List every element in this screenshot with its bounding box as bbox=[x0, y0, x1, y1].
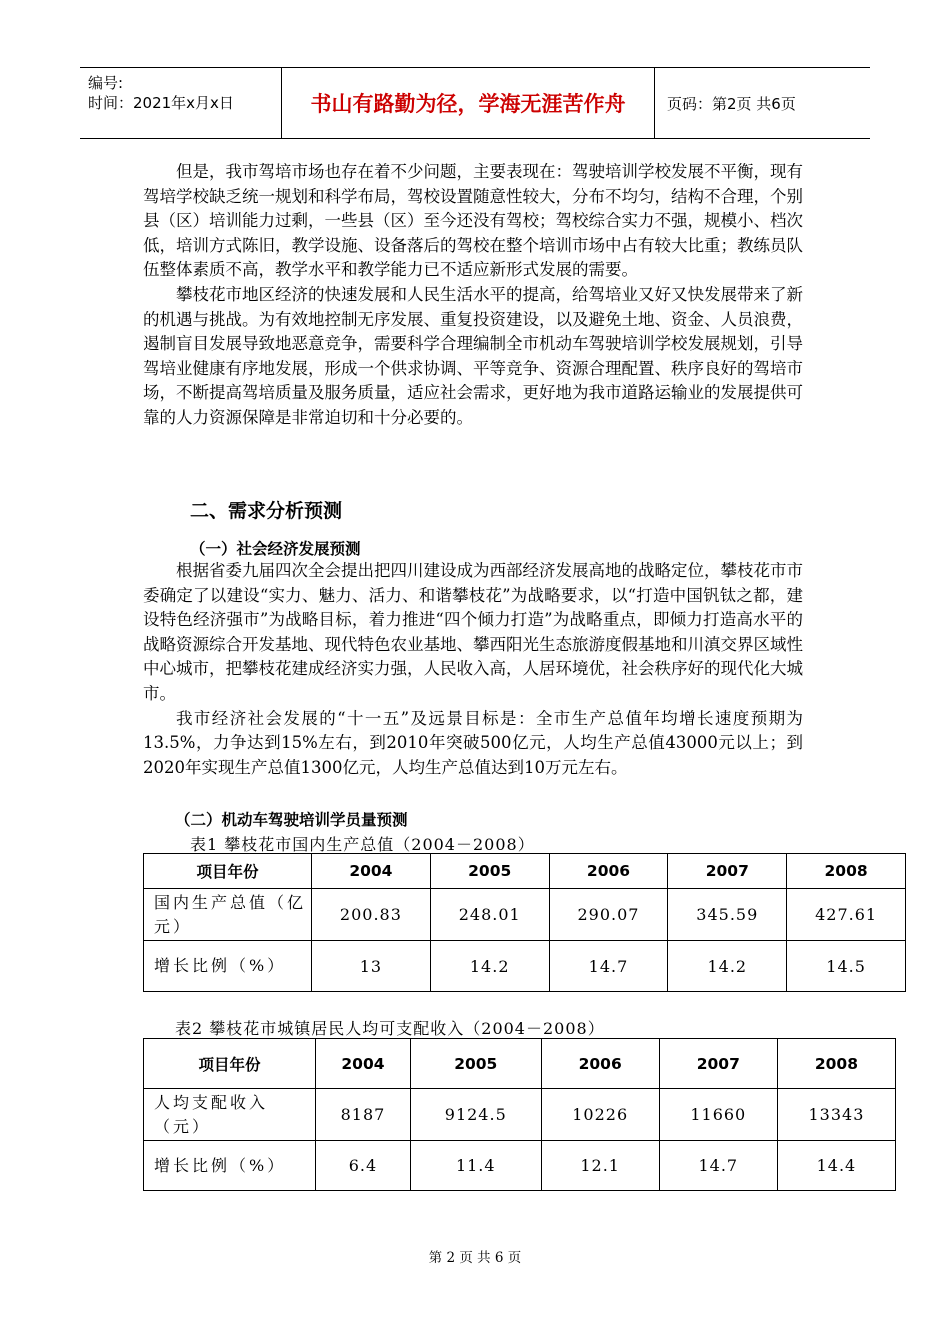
table-header-cell: 2005 bbox=[410, 1039, 541, 1089]
table-cell: 14.7 bbox=[549, 941, 668, 992]
table-cell: 290.07 bbox=[549, 889, 668, 941]
table-header-cell: 2007 bbox=[668, 854, 787, 889]
page-header bbox=[80, 67, 870, 139]
table-header-cell: 项目年份 bbox=[144, 1039, 316, 1089]
table-row bbox=[144, 889, 906, 941]
paragraph: 攀枝花市地区经济的快速发展和人民生活水平的提高，给驾培业又好又快发展带来了新的机遇与挑战。为有效地控制无序发展、重复投资建设，以及避免土地、资金、人员浪费，遏制盲目发展导致地恶意竞争，需要科学合理编制全市机动车驾驶培训学校发展规划，引导驾培业健康有序地发展，形成一个供求协调、平等竞争、资源合理配置、秩序良好的驾培市场，不断提高驾培质量及服务质量，适应社会需求，更好地为我市道路运输业的发展提供可靠的人力资源保障是非常迫切和十分必要的。 bbox=[143, 284, 803, 427]
table-header-cell: 2008 bbox=[787, 854, 906, 889]
paragraph: 根据省委九届四次全会提出把四川建设成为西部经济发展高地的战略定位，攀枝花市市委确定了以建设“实力、魅力、活力、和谐攀枝花”为战略要求，以“打造中国钒钛之都，建设特色经济强市”为战略目标，着力推进“四个倾力打造”为战略重点，即倾力打造高水平的战略资源综合开发基地、现代特色农业基地、攀西阳光生态旅游度假基地和川滇交界区域性中心城市，把攀枝花建成经济实力强，人民收入高，人居环境优，社会秩序好的现代化大城市。 bbox=[143, 561, 803, 703]
table-cell: 345.59 bbox=[668, 889, 787, 941]
subsection-heading: （二）机动车驾驶培训学员量预测 bbox=[175, 811, 408, 829]
header-motto: 书山有路勤为径，学海无涯苦作舟 bbox=[282, 68, 655, 138]
table-cell: 200.83 bbox=[312, 889, 431, 941]
table-caption: 表1 攀枝花市国内生产总值（2004－2008） bbox=[190, 835, 535, 854]
subsection-heading: （一）社会经济发展预测 bbox=[190, 540, 361, 558]
gdp-table bbox=[143, 853, 906, 992]
table-cell: 14.2 bbox=[668, 941, 787, 992]
table-header-cell: 项目年份 bbox=[144, 854, 312, 889]
page-footer: 第 2 页 共 6 页 bbox=[428, 1250, 522, 1266]
table-cell: 8187 bbox=[316, 1089, 411, 1141]
table-header-cell: 2004 bbox=[316, 1039, 411, 1089]
table-caption: 表2 攀枝花市城镇居民人均可支配收入（2004－2008） bbox=[175, 1019, 605, 1038]
table-header-row bbox=[144, 854, 906, 889]
table-row bbox=[144, 1089, 896, 1141]
table-cell: 13 bbox=[312, 941, 431, 992]
table-header-cell: 2006 bbox=[541, 1039, 659, 1089]
row-label: 人均支配收入（元） bbox=[144, 1089, 316, 1141]
table-cell: 427.61 bbox=[787, 889, 906, 941]
row-label: 增长比例（%） bbox=[144, 1141, 316, 1191]
paragraph: 我市经济社会发展的“十一五”及远景目标是：全市生产总值年均增长速度预期为13.5%，力争达到15%左右，到2010年突破500亿元，人均生产总值43000元以上；到2020年实现生产总值1300亿元，人均生产总值达到10万元左右。 bbox=[143, 708, 803, 777]
row-label: 国内生产总值（亿元） bbox=[144, 889, 312, 941]
row-label: 增长比例（%） bbox=[144, 941, 312, 992]
table-row bbox=[144, 1141, 896, 1191]
paragraph: 但是，我市驾培市场也存在着不少问题，主要表现在：驾驶培训学校发展不平衡，现有驾培学校缺乏统一规划和科学布局，驾校设置随意性较大，分布不均匀，结构不合理，个别县（区）培训能力过剩，一些县（区）至今还没有驾校；驾校综合实力不强，规模小、档次低，培训方式陈旧，教学设施、设备落后的驾校在整个培训市场中占有较大比重；教练员队伍整体素质不高，教学水平和教学能力已不适应新形式发展的需要。 bbox=[143, 162, 803, 280]
table-cell: 10226 bbox=[541, 1089, 659, 1141]
table-header-cell: 2005 bbox=[430, 854, 549, 889]
table-header-cell: 2007 bbox=[659, 1039, 777, 1089]
table-cell: 14.5 bbox=[787, 941, 906, 992]
table-header-cell: 2006 bbox=[549, 854, 668, 889]
document-number-label: 编号: bbox=[88, 74, 124, 92]
table-header-cell: 2008 bbox=[777, 1039, 895, 1089]
table-cell: 14.4 bbox=[777, 1141, 895, 1191]
table-cell: 248.01 bbox=[430, 889, 549, 941]
table-row bbox=[144, 941, 906, 992]
subsection-text bbox=[143, 559, 803, 780]
document-time-label: 时间：2021年x月x日 bbox=[88, 94, 234, 112]
header-meta bbox=[80, 68, 282, 138]
table-cell: 12.1 bbox=[541, 1141, 659, 1191]
table-cell: 14.2 bbox=[430, 941, 549, 992]
table-cell: 9124.5 bbox=[410, 1089, 541, 1141]
table-cell: 11660 bbox=[659, 1089, 777, 1141]
table-cell: 14.7 bbox=[659, 1141, 777, 1191]
table-header-row bbox=[144, 1039, 896, 1089]
header-page-number: 页码：第2页 共6页 bbox=[667, 94, 796, 113]
intro-text bbox=[143, 160, 803, 431]
table-cell: 11.4 bbox=[410, 1141, 541, 1191]
section-heading: 二、需求分析预测 bbox=[190, 500, 343, 522]
table-cell: 13343 bbox=[777, 1089, 895, 1141]
table-header-cell: 2004 bbox=[312, 854, 431, 889]
table-cell: 6.4 bbox=[316, 1141, 411, 1191]
income-table bbox=[143, 1038, 896, 1191]
